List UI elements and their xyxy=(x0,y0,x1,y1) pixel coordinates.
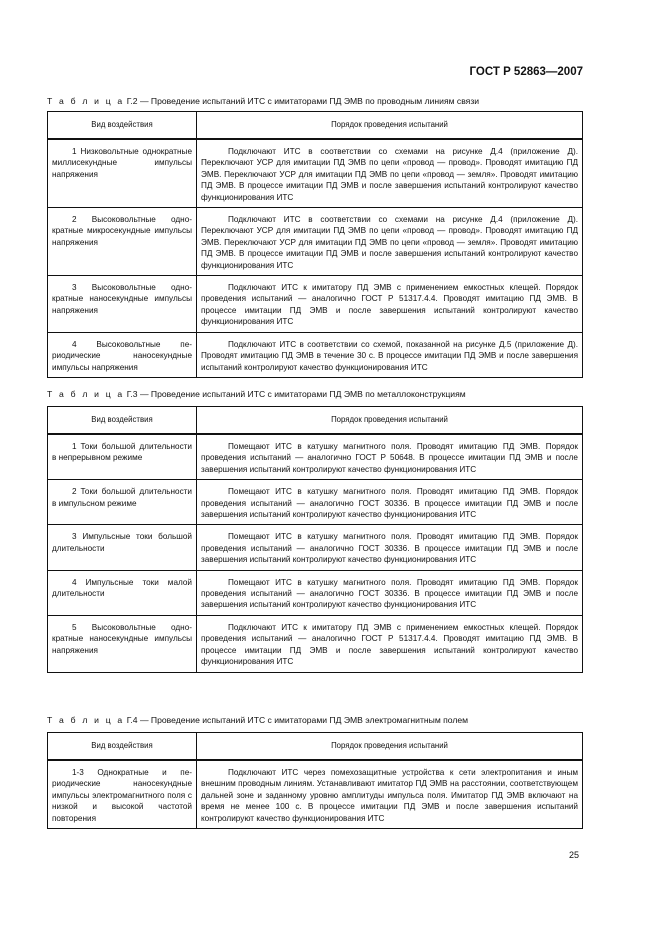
column-header-effect: Вид воздействия xyxy=(48,112,197,140)
table-g3 xyxy=(47,406,583,673)
table-header-row xyxy=(48,407,583,435)
table-row xyxy=(48,208,583,276)
column-header-procedure: Порядок проведения испытаний xyxy=(197,733,583,761)
column-header-effect: Вид воздействия xyxy=(48,733,197,761)
table-caption-g3 xyxy=(47,389,466,399)
table-row xyxy=(48,525,583,570)
effect-cell: 1 Низковольтные однократные миллисекундные импульсы напряжения xyxy=(48,139,197,208)
table-header-row xyxy=(48,112,583,140)
table-row xyxy=(48,276,583,333)
caption-text: Г.2 — Проведение испытаний ИТС с имитаторами ПД ЭМВ по проводным линиям связи xyxy=(124,96,480,106)
table-row xyxy=(48,139,583,208)
procedure-cell: Помещают ИТС в катушку магнитного поля. Проводят имитацию ПД ЭМВ. Порядок проведения испытаний — аналогично ГОСТ 30336. В процессе имитации ПД ЭМВ и после завершения испытаний контролируют качество функционирования ИТС xyxy=(197,525,583,570)
table-row xyxy=(48,760,583,829)
procedure-cell: Подключают ИТС к имитатору ПД ЭМВ с применением емкостных клещей. Порядок проведения испытаний — аналогично ГОСТ Р 51317.4.4. Проводят имитацию ПД ЭМВ. В процессе имитации ПД ЭМВ и после завершения испытаний контролируют качество функционирования ИТС xyxy=(197,615,583,672)
table-row xyxy=(48,570,583,615)
procedure-cell: Подключают ИТС в соответствии со схемами на рисунке Д.4 (приложение Д). Переключают УСР для имитации ПД ЭМВ по цепи «провод — провод». Проводят имитацию ПД ЭМВ. Переключают УСР для имитации ПД ЭМВ по цепи «провод — земля». Проводят имитацию ПД ЭМВ. В процессе имитации ПД ЭМВ и после завершения испытаний контролируют качество функционирования ИТС xyxy=(197,208,583,276)
caption-text: Г.4 — Проведение испытаний ИТС с имитаторами ПД ЭМВ электромагнитным полем xyxy=(124,715,469,725)
table-g2 xyxy=(47,111,583,378)
document-id: ГОСТ Р 52863—2007 xyxy=(469,66,583,78)
table-caption-g4 xyxy=(47,715,468,725)
effect-cell: 4 Импульсные токи малой длительности xyxy=(48,570,197,615)
caption-text: Г.3 — Проведение испытаний ИТС с имитаторами ПД ЭМВ по металлоконструкциям xyxy=(124,389,466,399)
procedure-cell: Помещают ИТС в катушку магнитного поля. Проводят имитацию ПД ЭМВ. Порядок проведения испытаний — аналогично ГОСТ 30336. В процессе имитации ПД ЭМВ и после завершения испытаний контролируют качество функционирования ИТС xyxy=(197,570,583,615)
table-row xyxy=(48,480,583,525)
effect-cell: 1 Токи большой длительности в непрерывном режиме xyxy=(48,434,197,480)
table-header-row xyxy=(48,733,583,761)
procedure-cell: Помещают ИТС в катушку магнитного поля. Проводят имитацию ПД ЭМВ. Порядок проведения испытаний — аналогично ГОСТ 30336. В процессе имитации ПД ЭМВ и после завершения испытаний контролируют качество функционирования ИТС xyxy=(197,480,583,525)
column-header-procedure: Порядок проведения испытаний xyxy=(197,112,583,140)
effect-cell: 4 Высоковольтные периодические наносекундные импульсы напряжения xyxy=(48,332,197,377)
effect-cell: 5 Высоковольтные однократные наносекундные импульсы напряжения xyxy=(48,615,197,672)
table-row xyxy=(48,434,583,480)
caption-prefix: Т а б л и ц а xyxy=(47,389,125,399)
procedure-cell: Подключают ИТС к имитатору ПД ЭМВ с применением емкостных клещей. Порядок проведения испытаний — аналогично ГОСТ Р 51317.4.4. Проводят имитацию ПД ЭМВ. В процессе имитации ПД ЭМВ и после завершения испытаний контролируют качество функционирования ИТС xyxy=(197,276,583,333)
effect-cell: 2 Токи большой длительности в импульсном режиме xyxy=(48,480,197,525)
effect-cell: 2 Высоковольтные однократные микросекундные импульсы напряжения xyxy=(48,208,197,276)
procedure-cell: Подключают ИТС в соответствии со схемой, показанной на рисунке Д.5 (приложение Д). Проводят имитацию ПД ЭМВ в течение 30 с. В процессе имитации ПД ЭМВ и после завершения испытаний контролируют качество функционирования ИТС xyxy=(197,332,583,377)
table-row xyxy=(48,332,583,377)
table-g4 xyxy=(47,732,583,829)
procedure-cell: Подключают ИТС в соответствии со схемами на рисунке Д.4 (приложение Д). Переключают УСР для имитации ПД ЭМВ по цепи «провод — провод». Проводят имитацию ПД ЭМВ. Переключают УСР для имитации ПД ЭМВ по цепи «провод — земля». Проводят имитацию ПД ЭМВ. В процессе имитации ПД ЭМВ и после завершения испытаний контролируют качество функционирования ИТС xyxy=(197,139,583,208)
caption-prefix: Т а б л и ц а xyxy=(47,715,125,725)
caption-prefix: Т а б л и ц а xyxy=(47,96,125,106)
page-number: 25 xyxy=(568,850,579,860)
column-header-effect: Вид воздействия xyxy=(48,407,197,435)
table-row xyxy=(48,615,583,672)
column-header-procedure: Порядок проведения испытаний xyxy=(197,407,583,435)
effect-cell: 1-3 Однократные и периодические наносекундные импульсы электромагнитного поля с низкой и высокой частотой повторения xyxy=(48,760,197,829)
effect-cell: 3 Импульсные токи большой длительности xyxy=(48,525,197,570)
effect-cell: 3 Высоковольтные однократные наносекундные импульсы напряжения xyxy=(48,276,197,333)
procedure-cell: Помещают ИТС в катушку магнитного поля. Проводят имитацию ПД ЭМВ. Порядок проведения испытаний — аналогично ГОСТ Р 50648. В процессе имитации ПД ЭМВ и после завершения испытаний контролируют качество функционирования ИТС xyxy=(197,434,583,480)
table-caption-g2 xyxy=(47,96,479,106)
procedure-cell: Подключают ИТС через помехозащитные устройства к сети электропитания и иным внешним проводным линиям. Устанавливают имитатор ПД ЭМВ на расстоянии, соответствующем дальней зоне и заданному уровню амплитуды импульса поля. Имитатор ПД ЭМВ включают на время не менее 100 с. В процессе имитации ПД ЭМВ и после завершения испытаний контролируют качество функционирования ИТС xyxy=(197,760,583,829)
